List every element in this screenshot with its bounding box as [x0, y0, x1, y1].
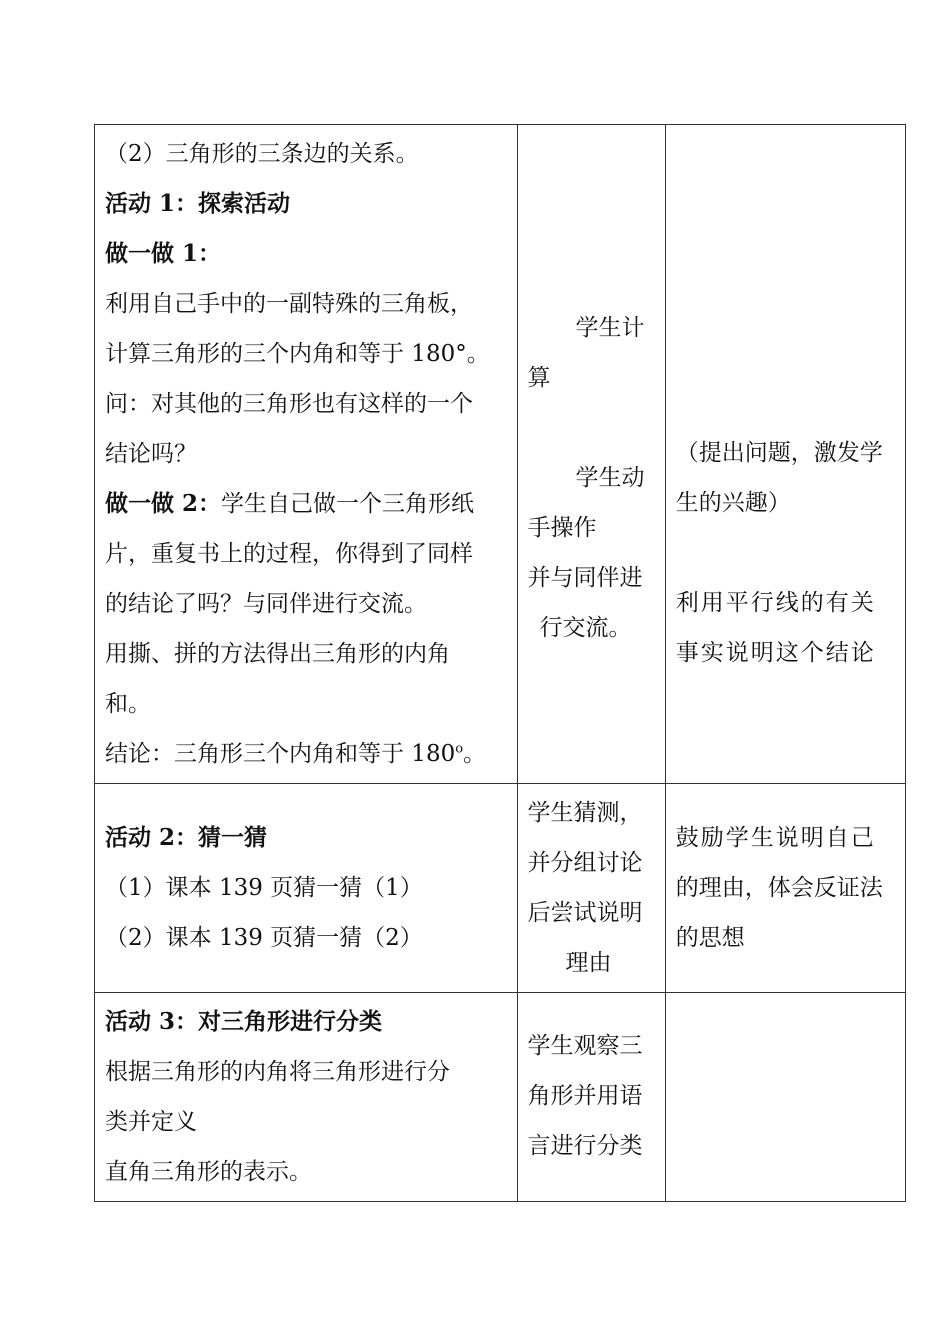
activity-cell [95, 784, 518, 993]
table-row [95, 784, 906, 993]
text-line: 学生猜测， [527, 800, 643, 826]
student-activity-cell [517, 125, 665, 784]
text-span: 结论：三角形三个内角和等于 180 [105, 741, 456, 767]
text-line: 的思想 [675, 925, 745, 951]
text-line: 类并定义 [105, 1109, 197, 1135]
text-line: 计算三角形的三个内角和等于 180°。 [105, 341, 490, 367]
text-line: 学生观察三 [527, 1033, 643, 1059]
text-line: 学生计 [575, 315, 645, 341]
design-intent-cell [665, 993, 905, 1202]
text-line: 理由 [565, 950, 612, 976]
text-line: 利用自己手中的一副特殊的三角板， [105, 291, 473, 317]
text-line: 结论吗？ [105, 441, 197, 467]
table-row [95, 993, 906, 1202]
text-line: 角形并用语 [527, 1083, 643, 1109]
text-line: （1）课本 139 页猜一猜（1） [105, 875, 423, 901]
lesson-plan-table [94, 124, 906, 1202]
text-line [105, 479, 508, 529]
text-line: 学生动 [575, 465, 645, 491]
text-line: 并分组讨论 [527, 850, 643, 876]
text-line: （提出问题，激发学 [675, 440, 883, 466]
text-line: 用撕、拼的方法得出三角形的内角 [105, 641, 450, 667]
text-line: 直角三角形的表示。 [105, 1159, 312, 1185]
text-line: 手操作 [527, 515, 597, 541]
text-line: 根据三角形的内角将三角形进行分 [105, 1059, 450, 1085]
text-line: 后尝试说明 [527, 900, 643, 926]
text-line: 问：对其他的三角形也有这样的一个 [105, 391, 473, 417]
text-span: 学生自己做一个三角形纸 [221, 491, 475, 517]
text-line: 鼓励学生说明自己 [675, 825, 876, 851]
text-line: （2）课本 139 页猜一猜（2） [105, 925, 423, 951]
text-line: 并与同伴进 [527, 565, 643, 591]
design-intent-cell [665, 784, 905, 993]
student-activity-cell [517, 993, 665, 1202]
activity-title: 活动 2：猜一猜 [105, 824, 268, 851]
text-line: 片，重复书上的过程，你得到了同样 [105, 541, 473, 567]
section-heading: （2）三角形的三条边的关系。 [105, 141, 419, 167]
text-line: 算 [527, 365, 551, 391]
text-line: 和。 [105, 691, 151, 717]
task-title: 做一做 2： [105, 490, 222, 517]
text-line: 的结论了吗？与同伴进行交流。 [105, 591, 427, 617]
task-title: 做一做 1： [105, 240, 222, 267]
activity-title: 活动 3：对三角形进行分类 [105, 1008, 383, 1035]
text-line: 利用平行线的有关 [675, 590, 876, 616]
text-line: 生的兴趣） [675, 490, 791, 516]
degree-mark: o [455, 741, 464, 757]
student-activity-cell [517, 784, 665, 993]
text-line: 事实说明这个结论 [675, 640, 876, 666]
activity-cell [95, 993, 518, 1202]
text-line: 的理由，体会反证法 [675, 875, 883, 901]
activity-title: 活动 1：探索活动 [105, 190, 291, 217]
text-line: 言进行分类 [527, 1133, 643, 1159]
text-span: 。 [463, 741, 487, 767]
design-intent-cell [665, 125, 905, 784]
conclusion-line [105, 729, 508, 779]
table-row [95, 125, 906, 784]
activity-cell [95, 125, 518, 784]
text-line: 行交流。 [539, 615, 632, 641]
